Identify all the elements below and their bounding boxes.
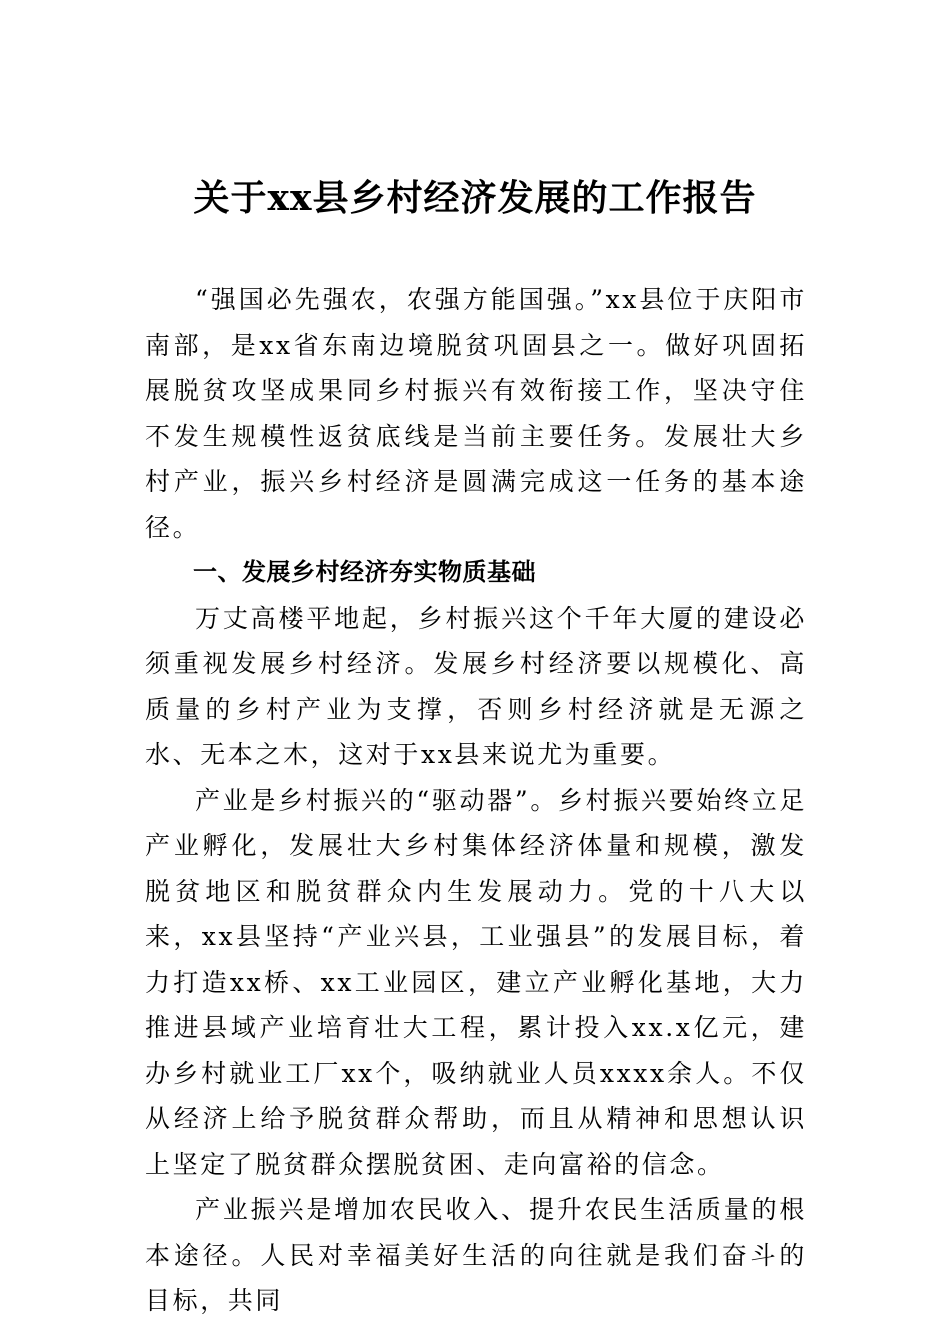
document-body xyxy=(145,277,807,1324)
body-paragraph: 产业是乡村振兴的“驱动器”。乡村振兴要始终立足产业孵化，发展壮大乡村集体经济体量和规模，激发脱贫地区和脱贫群众内生发展动力。党的十八大以来，xx县坚持“产业兴县，工业强县”的发展目标，着力打造xx桥、xx工业园区，建立产业孵化基地，大力推进县域产业培育壮大工程，累计投入xx.x亿元，建办乡村就业工厂xx个，吸纳就业人员xxxx余人。不仅从经济上给予脱贫群众帮助，而且从精神和思想认识上坚定了脱贫群众摆脱贫困、走向富裕的信念。 xyxy=(145,785,807,1179)
body-paragraph: 产业振兴是增加农民收入、提升农民生活质量的根本途径。人民对幸福美好生活的向往就是我们奋斗的目标，共同 xyxy=(145,1195,807,1315)
document-title: 关于xx县乡村经济发展的工作报告 xyxy=(193,177,757,219)
section-heading-1: 一、发展乡村经济夯实物质基础 xyxy=(193,558,536,586)
body-paragraph: 万丈高楼平地起，乡村振兴这个千年大厦的建设必须重视发展乡村经济。发展乡村经济要以规模化、高质量的乡村产业为支撑，否则乡村经济就是无源之水、无本之木，这对于xx县来说尤为重要。 xyxy=(145,603,807,769)
intro-paragraph: “强国必先强农，农强方能国强。”xx县位于庆阳市南部，是xx省东南边境脱贫巩固县之一。做好巩固拓展脱贫攻坚成果同乡村振兴有效衔接工作，坚决守住不发生规模性返贫底线是当前主要任务。发展壮大乡村产业，振兴乡村经济是圆满完成这一任务的基本途径。 xyxy=(145,285,807,542)
